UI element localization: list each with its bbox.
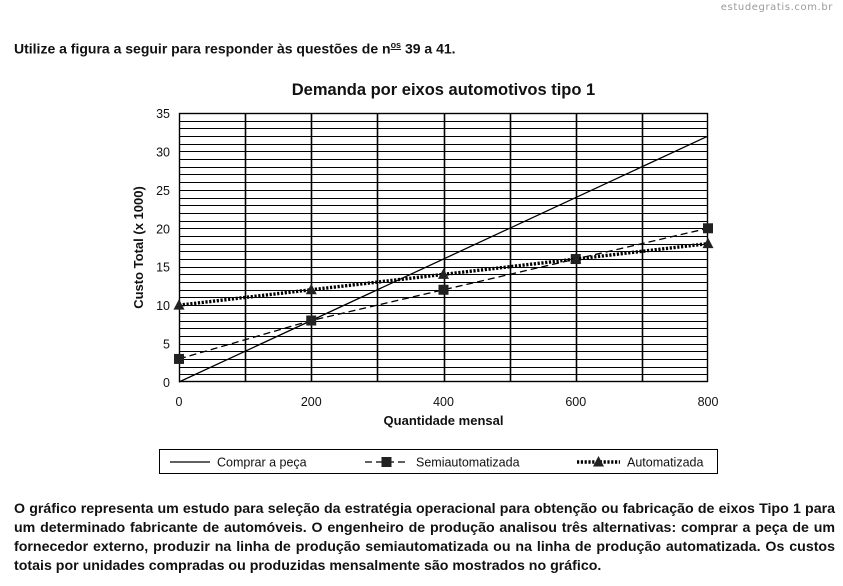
data-point (439, 285, 449, 295)
x-tick-label: 0 (175, 395, 183, 409)
legend-marker (382, 457, 392, 467)
y-tick-label: 35 (156, 107, 170, 121)
y-tick-label: 20 (156, 222, 170, 237)
y-tick-label: 15 (156, 260, 170, 275)
legend-label: Automatizada (627, 455, 704, 470)
x-tick-label: 800 (697, 395, 719, 409)
y-tick-label: 30 (156, 145, 170, 160)
description-paragraph: O gráfico representa um estudo para seleção da estratégia operacional para obtenção ou fabricação de eixos Tipo 1 para um determinado fabricante de automóveis. O engenheiro de produção analisou três alternativas: comprar a peça de um fornecedor externo, produzir na linha de produção semiautomatizada ou na linha de produção automatizada. Os custos totais por unidades compradas ou produzidas mensalmente são mostrados no gráfico. (14, 501, 835, 574)
legend (160, 450, 718, 474)
y-axis-label: Custo Total (x 1000) (131, 186, 146, 309)
intro-prefix: Utilize a figura a seguir para responder às questões de n (14, 40, 391, 57)
y-tick-label: 10 (156, 299, 170, 314)
x-tick-label: 400 (433, 395, 454, 409)
data-point (703, 223, 713, 233)
x-tick-label: 200 (300, 395, 322, 409)
legend-label: Comprar a peça (217, 455, 307, 470)
intro-suffix: 39 a 41. (401, 40, 456, 57)
legend-label: Semiautomatizada (416, 455, 520, 470)
watermark: estudegratis.com.br (720, 2, 833, 13)
plot-area (179, 113, 708, 382)
x-axis-label: Quantidade mensal (383, 413, 504, 428)
y-tick-label: 5 (163, 337, 170, 352)
intro-superscript: os (390, 40, 402, 50)
chart-title: Demanda por eixos automotivos tipo 1 (291, 81, 596, 99)
y-tick-label: 0 (163, 376, 170, 390)
data-point (306, 316, 316, 326)
data-point (174, 354, 184, 364)
x-tick-label: 600 (565, 395, 587, 409)
y-tick-label: 25 (156, 183, 170, 198)
